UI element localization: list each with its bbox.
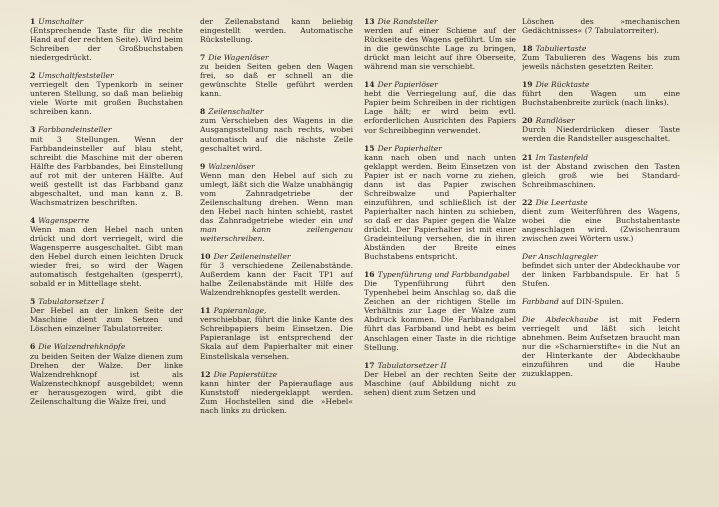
section-number: 6 <box>30 342 36 352</box>
column-3 <box>364 17 516 502</box>
section-text: kann hinter der Papierauflage aus Kunststoff niedergeklappt werden. Zum Hochstellen sind die »Hebel« nach links zu drücken. <box>200 378 353 415</box>
section-number: 22 <box>522 197 533 207</box>
section-title: Die Wagenlöser <box>208 53 269 63</box>
section-number: 20 <box>522 116 533 126</box>
section <box>364 361 516 397</box>
section <box>522 44 680 71</box>
section <box>522 198 680 243</box>
section <box>200 162 353 243</box>
section-text: befindet sich unter der Abdeckhaube vor der linken Farbbandspule. Er hat 5 Stufen. <box>522 260 680 289</box>
column-4 <box>522 17 680 502</box>
section <box>200 370 353 415</box>
section-text: ist der Abstand zwischen den Tasten gleich groß wie bei Standard-Schreibmaschinen. <box>522 161 680 189</box>
section-text: kann nach oben und nach unten geklappt werden. Beim Einsetzen von Papier ist er nach vorne zu ziehen, dann ist das Papier zwischen Schreibwalze und Papierhalter einzuführen, und schließlich ist der Papierhalter nach hinten zu schieben, so daß er das Papier gegen die Walze drückt. Der Papierhalter ist mit einer Gradeinteilung versehen, die in ihren Abständen der Breite eines Buchstabens entspricht. <box>364 152 516 262</box>
section <box>522 153 680 189</box>
section <box>30 216 183 288</box>
section <box>30 71 183 116</box>
section-number: 21 <box>522 152 533 162</box>
section <box>30 125 183 206</box>
section-text: hebt die Verriegelung auf, die das Papier beim Schreiben in der richtigen Lage hält; er wird beim evtl. erforderlichen Ausrichten des Papiers vor Schreibbeginn verwendet. <box>364 89 516 135</box>
section <box>200 53 353 98</box>
section-title: Farbbandeinsteller <box>38 125 112 135</box>
section-title: Farbband <box>522 297 559 307</box>
section-title: Die Abdeckhaube <box>522 315 599 325</box>
section-text: Der Hebel an der linken Seite der Maschine dient zum Setzen und Löschen einzelner Tabulatorreiter. <box>30 306 183 334</box>
section-text: werden auf einer Schiene auf der Rückseite des Wagens geführt. Um sie in die gewünschte Lage zu bringen, drückt man leicht auf ihre Oberseite, während man sie verschiebt. <box>364 26 516 72</box>
section <box>364 270 516 351</box>
section-number: 4 <box>30 215 36 225</box>
section-text: Wenn man den Hebel nach unten drückt und dort verriegelt, wird die Wagensperre ausgeschaltet. Gibt man den Hebel durch einen leichten Druck wieder frei, so wird der Wagen automatisch festgehalten (gesperrt), sobald er in Mittellage steht. <box>30 224 183 289</box>
section <box>200 306 353 360</box>
section-number: 5 <box>30 297 36 307</box>
section-text: Der Hebel an der rechten Seite der Maschine (auf Abbildung nicht zu sehen) dient zum Setzen und <box>364 369 516 397</box>
section-number: 15 <box>364 143 375 153</box>
section-text: mit 3 Stellungen. Wenn der Farbbandeinsteller auf blau steht, schreibt die Maschine mit der oberen Hälfte des Farbbandes, bei Einstellung auf rot mit der unteren Hälfte. Auf weiß gestellt ist das Farbband ganz abgeschaltet, und man kann z. B. Wachsmatrizen beschriften. <box>30 134 183 207</box>
section-number: 17 <box>364 360 375 370</box>
section-title: Umschalter <box>38 17 84 26</box>
section-number: 9 <box>200 161 206 171</box>
section-text: zum Verschieben des Wagens in die Ausgangsstellung nach rechts, wobei automatisch auf die nächste Zeile geschaltet wird. <box>200 116 353 153</box>
section-text: (Entsprechende Taste für die rechte Hand auf der rechten Seite). Wird beim Schreiben der Großbuchstaben niedergedrückt. <box>30 26 183 63</box>
section-title: Umschaltfeststeller <box>38 71 114 81</box>
section <box>30 297 183 333</box>
section-text: der Zeilenabstand kann beliebig eingestellt werden. Automatische Rückstellung. <box>200 17 353 45</box>
section-title: Die Leertaste <box>535 197 588 207</box>
section-number: 16 <box>364 270 375 280</box>
section-text: Löschen des »mechanischen Gedächtnisses« (7 Tabulatorreiter). <box>522 17 680 36</box>
section <box>522 252 680 288</box>
section-number: 10 <box>200 252 211 262</box>
section-number: 13 <box>364 17 375 26</box>
section-title: Wagensperre <box>38 215 90 225</box>
section-number: 7 <box>200 53 206 63</box>
section-continued <box>200 17 353 44</box>
section-title: Die Randsteller <box>377 17 438 26</box>
section-text: zu beiden Seiten der Walze dienen zum Drehen der Walze. Der linke Walzendrehknopf ist als Walzenstechknopf ausgebildet; wenn er herausgezogen wird, gibt die Zeilenschaltung die Walze frei, und <box>30 351 183 406</box>
section-number: 18 <box>522 44 533 54</box>
section-title: Die Papierstütze <box>213 369 278 379</box>
section-continued <box>522 17 680 35</box>
section <box>522 80 680 107</box>
section-number: 19 <box>522 80 533 90</box>
section <box>364 144 516 262</box>
section-text-italic: und man kann zeilengenau weiterschreiben. <box>200 215 353 243</box>
section <box>522 116 680 143</box>
section-title: Tabulatorsetzer I <box>38 297 105 307</box>
section <box>522 297 680 306</box>
section-title: Der Zeileneinsteller <box>213 252 291 262</box>
section <box>364 17 516 71</box>
section-title: Der Papierlöser <box>377 80 438 90</box>
section <box>200 107 353 152</box>
section-title: Im Tastenfeld <box>535 152 589 162</box>
section-text: auf DIN-Spulen. <box>561 297 624 307</box>
section-text: Wenn man den Hebel auf sich zu umlegt, läßt sich die Walze unabhängig vom Zahnradgetriebe der Zeilenschaltung drehen. Wenn man den Hebel nach hinten schiebt, rastet das Zahnradgetriebe wieder ein <box>200 170 353 225</box>
section-text: zu beiden Seiten geben den Wagen frei, so daß er schnell an die gewünschte Stelle geführt werden kann. <box>200 62 353 99</box>
section <box>30 342 183 405</box>
section-number: 12 <box>200 369 211 379</box>
section-title: Die Rücktaste <box>535 80 590 90</box>
section-text: führt den Wagen um eine Buchstabenbreite zurück (nach links). <box>522 89 680 108</box>
section-number: 11 <box>200 306 211 316</box>
section-text: ist mit Federn verriegelt und läßt sich leicht abnehmen. Beim Aufsetzen braucht man nur die »Scharnierstifte« in die Nut an der Hinterkante der Abdeckhaube einzuführen und die Haube zuzuklappen. <box>522 315 680 379</box>
section-text: Die Typenführung führt den Typenhebel beim Anschlag so, daß die Zeichen an der richtigen Stelle im Verhältnis zur Lage der Walze zum Abdruck kommen. Die Farbbandgabel führt das Farbband und hebt es beim Anschlagen einer Taste in die richtige Stellung. <box>364 279 516 352</box>
section-title: Der Papierhalter <box>377 143 442 153</box>
section-title: Der Anschlagregler <box>522 251 598 261</box>
section-title: Tabulatorsetzer II <box>377 360 447 370</box>
section-title: Tabuliertaste <box>535 44 587 54</box>
section-number: 8 <box>200 107 206 117</box>
section-title: Typenführung und Farbbandgabel <box>377 270 510 280</box>
section-title: Papieranlage, <box>213 306 267 316</box>
section <box>30 17 183 62</box>
section <box>522 315 680 378</box>
section-text: dient zum Weiterführen des Wagens, wobei die eine Buchstabentaste angeschlagen wird. (Zwischenraum zwischen zwei Wörtern usw.) <box>522 206 680 243</box>
column-1 <box>30 17 183 502</box>
section-number: 3 <box>30 125 36 135</box>
section-text: verriegelt den Typenkorb in seiner unteren Stellung, so daß man beliebig viele Worte mit großen Buchstaben schreiben kann. <box>30 80 183 117</box>
section-text: für 3 verschiedene Zeilenabstände. Außerdem kann der Facit TP1 auf halbe Zeilenabstände mit Hilfe des Walzendrehknopfes gestellt werden. <box>200 261 353 298</box>
section-text: Zum Tabulieren des Wagens bis zum jeweils nächsten gesetzten Reiter. <box>522 53 680 72</box>
section-number: 2 <box>30 71 36 81</box>
column-2 <box>200 17 353 502</box>
section <box>364 80 516 134</box>
section-number: 1 <box>30 17 36 26</box>
section-title: Die Walzendrehknöpfe <box>38 342 126 352</box>
section-title: Zeilenschalter <box>208 107 264 117</box>
section-text: verschiebbar, führt die linke Kante des Schreibpapiers beim Einsetzen. Die Papieranlage ist entsprechend der Skala auf dem Papierhalter mit einer Einstellskala versehen. <box>200 315 353 361</box>
section-title: Randlöser <box>535 116 575 126</box>
section-number: 14 <box>364 80 375 90</box>
section-title: Walzenlöser <box>208 161 255 171</box>
section-text: Durch Niederdrücken dieser Taste werden die Randsteller ausgeschaltet. <box>522 125 680 144</box>
section <box>200 252 353 297</box>
